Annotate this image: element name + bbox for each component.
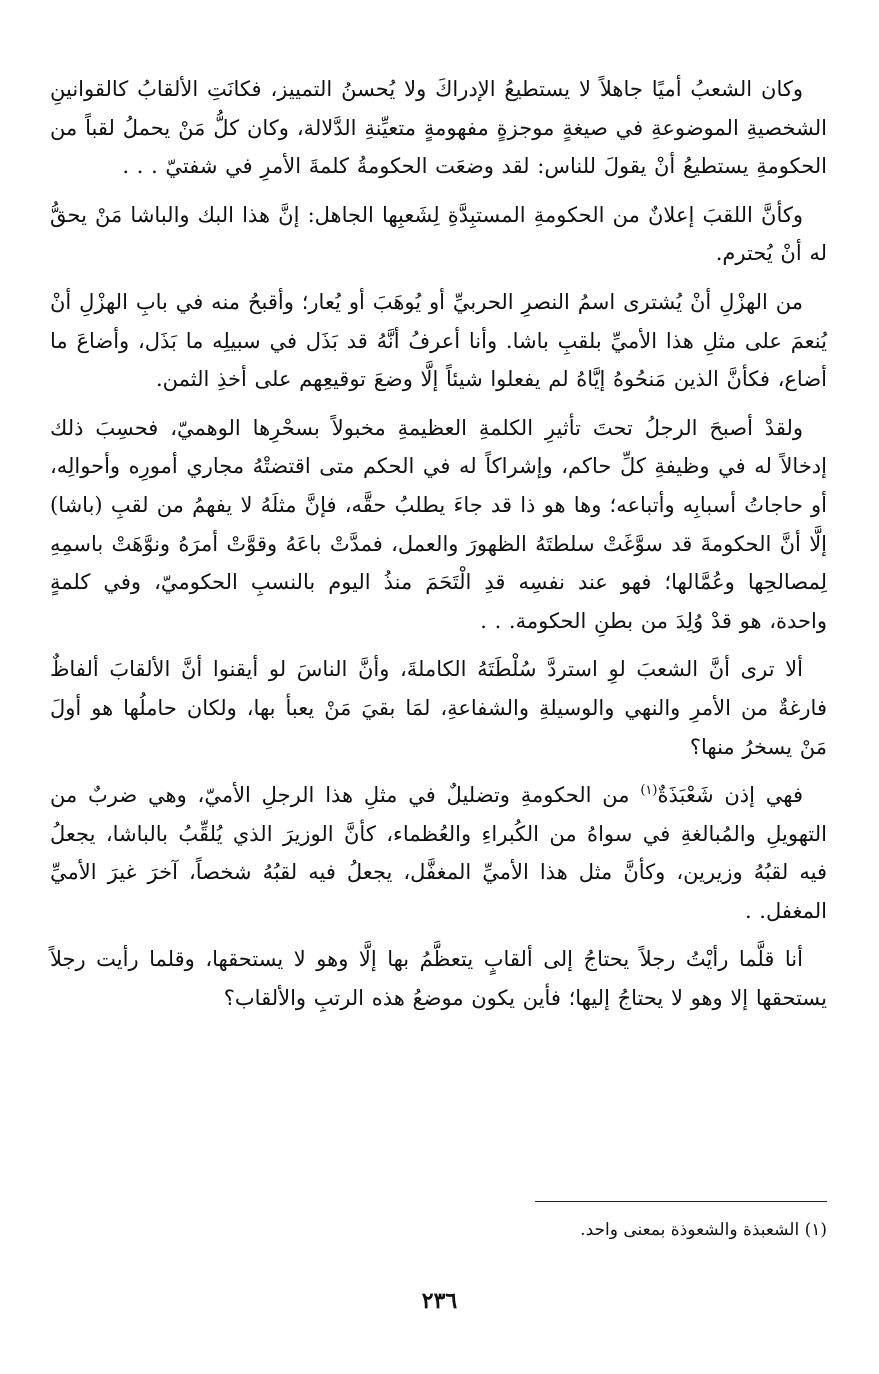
paragraph-6	[50, 776, 827, 930]
paragraph-3-text: من الهزْلِ أنْ يُشترى اسمُ النصرِ الحربيِّ أو يُوهَبَ أو يُعار؛ وأقبحُ منه في بابِ الهزْلِ أنْ يُنعمَ على مثلِ هذا الأميِّ بلقبِ باشا. وأنا أعرفُ أنَّهُ قد بَذَل في سبيلِه ما بَذَل، وأضاعَ ما أضاع، فكأنَّ الذين مَنحُوهُ إيَّاهُ لم يفعلوا شيئاً إلَّا وضعَ توقيعِهم على أخذِ الثمن.	[50, 289, 827, 392]
paragraph-6-text-after: من الحكومةِ وتضليلٌ في مثلِ هذا الرجلِ الأميّ، وهي ضربٌ من التهويلِ والمُبالغةِ في سواهُ من الكُبراءِ والعُظماء، كأنَّ الوزيرَ الذي يُلقِّبُ بالباشا، يجعلُ فيه لقبُهُ وزيرين، وكأنَّ مثل هذا الأميِّ المغفَّل، يجعلُ فيه لقبُهُ شخصاً، آخرَ غيرَ الأميِّ المغفل. .	[50, 783, 827, 923]
body-text	[50, 70, 827, 1028]
paragraph-4	[50, 409, 827, 641]
paragraph-2-text: وكأنَّ اللقبَ إعلانٌ من الحكومةِ المستبِدَّةِ لِشَعبِها الجاهل: إنَّ هذا البك والباشا مَنْ يحقُّ له أنْ يُحترم.	[50, 202, 827, 266]
paragraph-2	[50, 196, 827, 273]
paragraph-7	[50, 940, 827, 1017]
paragraph-6-text-before: فهي إذن شَعْبَذَةٌ	[657, 783, 803, 808]
footnote-divider	[535, 1201, 827, 1202]
paragraph-1	[50, 70, 827, 186]
paragraph-7-text: أنا قلَّما رأيْتُ رجلاً يحتاجُ إلى ألقابٍ يتعظَّمُ بها إلَّا وهو لا يستحقها، وقلما رأيت رجلاً يستحقها إلا وهو لا يحتاجُ إليها؛ فأين يكون موضعُ هذه الرتبِ والألقاب؟	[50, 947, 827, 1011]
paragraph-5-text: ألا ترى أنَّ الشعبَ لوِ استردَّ سُلْطَتَهُ الكاملةَ، وأنَّ الناسَ لو أيقنوا أنَّ الألقابَ ألفاظٌ فارغةٌ من الأمرِ والنهي والوسيلةِ والشفاعةِ، لمَا بقيَ مَنْ يعبأ بها، ولكان حاملُها هو أولَ مَنْ يسخرُ منها؟	[50, 657, 827, 759]
paragraph-4-text: ولقدْ أصبحَ الرجلُ تحتَ تأثيرِ الكلمةِ العظيمةِ مخبولاً بسحْرِها الوهميّ، فحسِبَ ذلك إدخالاً له في وظيفةِ كلِّ حاكم، وإشراكاً له في الحكم متى اقتضتْهُ مجاري أمورِه وأحوالِه، أو حاجاتُ أسبابِه وأتباعه؛ وها هو ذا قد جاءَ يطلبُ حقَّه، فإنَّ مثلَهُ لا يفهمُ من لقبِ (باشا) إلَّا أنَّ الحكومةَ قد سوَّغَتْ سلطتَهُ الظهورَ والعمل، فمدَّتْ باعَهُ وقوَّتْ أمرَهُ ونوَّهَتْ باسمِهِ لِمصالحِها وعُمَّالها؛ فهو عند نفسِه قدِ الْتَحَمَ منذُ اليوم بالنسبِ الحكوميّ، وفي كلمةٍ واحدة، هو قدْ وُلِدَ من بطنِ الحكومة. . .	[50, 415, 827, 633]
paragraph-3	[50, 283, 827, 399]
paragraph-1-text: وكان الشعبُ أميًا جاهلاً لا يستطيعُ الإدراكَ ولا يُحسنُ التمييز، فكانَتِ الألقابُ كالقوانينِ الشخصيةِ الموضوعةِ في صيغةٍ موجزةٍ مفهومةٍ متعيِّنةِ الدَّلالة، وكان كلُّ مَنْ يحملُ لقباً من الحكومةِ يستطيعُ أنْ يقولَ للناس: لقد وضعَت الحكومةُ كلمةَ الأمرِ في شفتيّ . . .	[50, 77, 827, 179]
footnote-marker: (١)	[640, 783, 658, 799]
footnote: (١) الشعبذة والشعوذة بمعنى واحد.	[580, 1220, 827, 1240]
paragraph-5	[50, 650, 827, 766]
page-number: ٢٣٦	[421, 1288, 458, 1314]
